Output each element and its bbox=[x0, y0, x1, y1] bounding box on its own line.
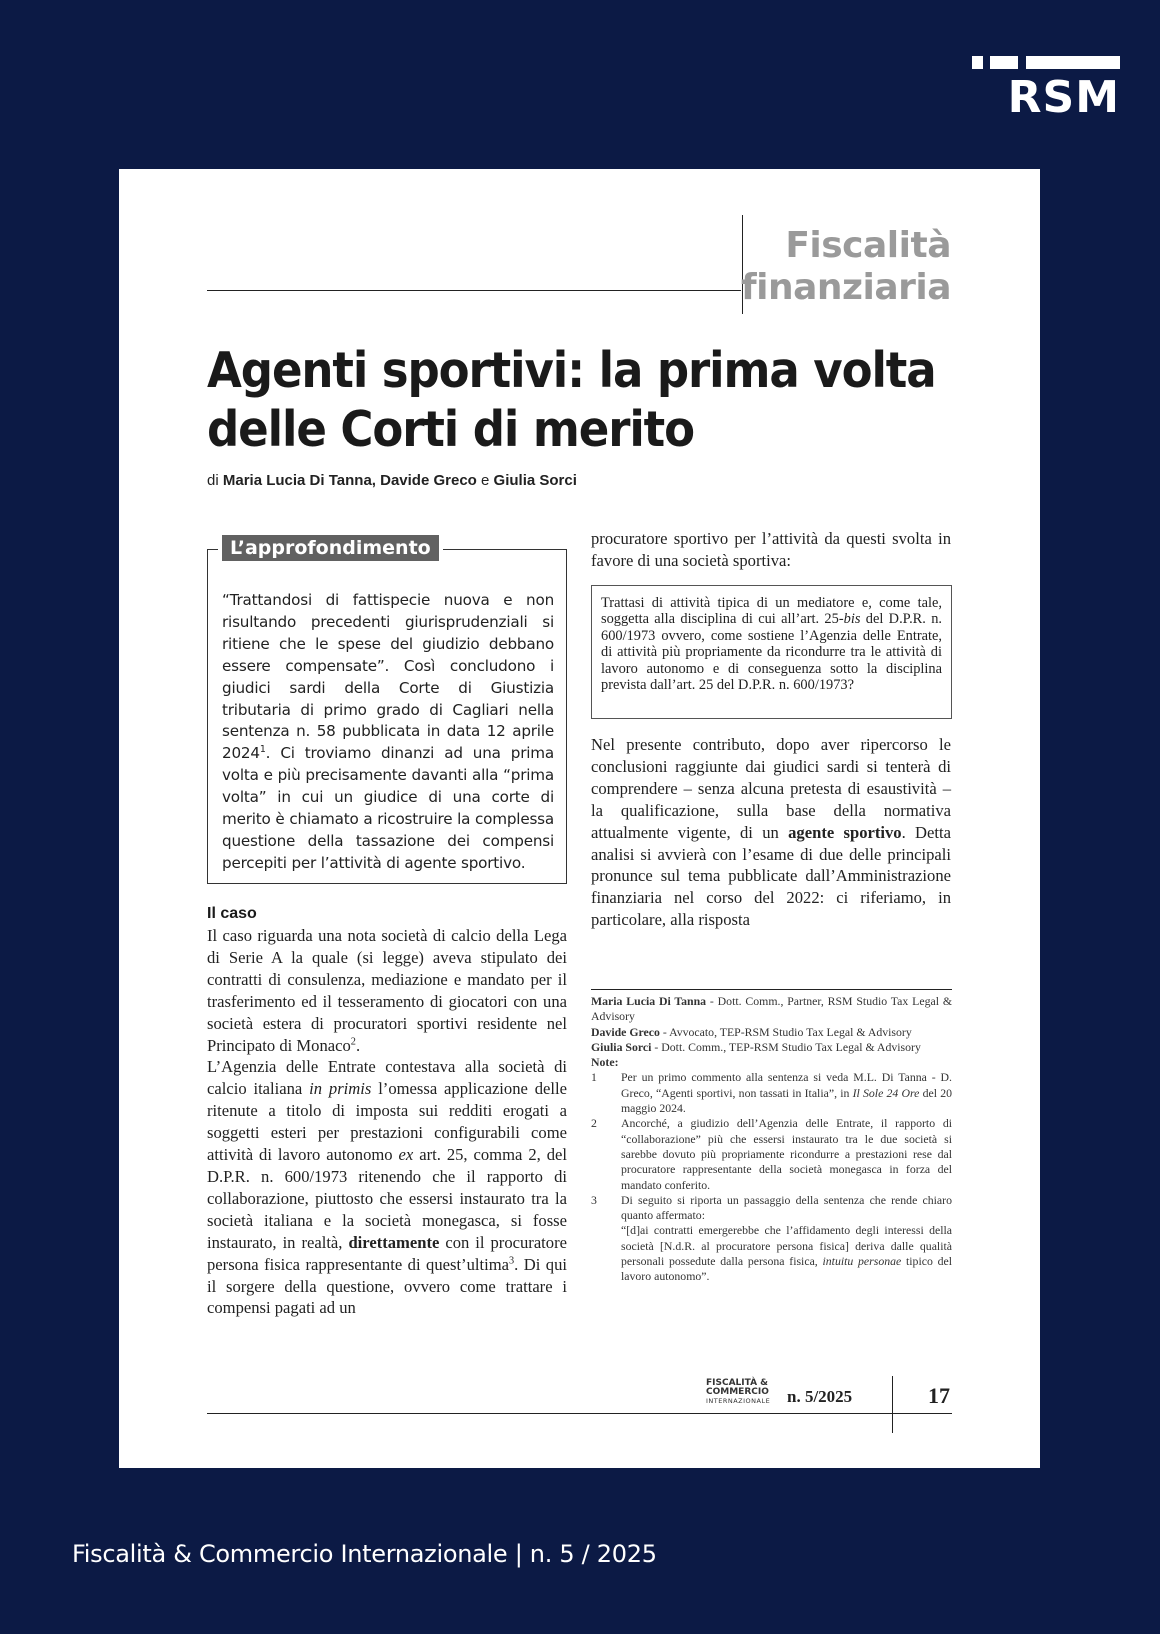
article-title bbox=[207, 341, 936, 459]
text: Nel presente contributo, dopo aver ripercorso le conclusioni raggiunte dai giudici sardi si tenterà di comprendere – senza alcuna pretesta di esaustività – la qualificazione, sulla base della normativa attualmente vigente, di un bbox=[591, 735, 951, 842]
rsm-logo bbox=[972, 56, 1120, 123]
italic-text: bis bbox=[843, 611, 861, 628]
author-credit-name: Giulia Sorci bbox=[591, 1039, 652, 1054]
approfondimento-box bbox=[207, 537, 567, 884]
byline-and: e bbox=[481, 472, 490, 489]
text: “[d]ai contratti emergerebbe che l’affidamento degli interessi della società [N.d.R. al procuratore persona fisica] deriva dalle qualità personali possedute dalla persona fisica, bbox=[621, 1223, 952, 1269]
author-credit-name: Maria Lucia Di Tanna bbox=[591, 994, 707, 1008]
footer-rule bbox=[207, 1413, 952, 1414]
paragraph bbox=[207, 1056, 567, 1319]
text: . Di qui il sorgere della questione, ovvero come trattare i compensi pagati ad un bbox=[207, 1254, 567, 1318]
byline bbox=[207, 472, 577, 489]
bottom-caption: Fiscalità & Commercio Internazionale | n. 5 / 2025 bbox=[72, 1540, 657, 1568]
author-credit-role: - Dott. Comm., Partner, RSM Studio Tax Legal & Advisory bbox=[591, 994, 952, 1024]
text: con il procuratore persona fisica rappresentante di quest’ultima bbox=[207, 1232, 567, 1274]
quote-box bbox=[591, 585, 952, 719]
text: Ancorché, a giudizio dell’Agenzia delle Entrate, il rapporto di “collaborazione” più che essersi instaurato tra le due società si sarebbe dovuto più propriamente ricondurre a prestazioni rese dal procuratore rappresentante della società monegasca in forza del mandato conferito. bbox=[621, 1116, 952, 1192]
footer-divider bbox=[892, 1376, 893, 1433]
article-title-line1: Agenti sportivi: la prima volta bbox=[207, 342, 936, 399]
footnote-ref[interactable]: 1 bbox=[259, 744, 266, 756]
box-label: L’approfondimento bbox=[222, 535, 439, 561]
footer-journal-logo bbox=[706, 1379, 770, 1406]
text: L’Agenzia delle Entrate contestava alla società di calcio italiana bbox=[207, 1057, 567, 1099]
section-title-line1: Fiscalità bbox=[785, 225, 951, 266]
logo-bar bbox=[972, 56, 983, 69]
byline-di: di bbox=[207, 472, 219, 489]
page-number: 17 bbox=[928, 1383, 950, 1408]
text: . bbox=[355, 1035, 361, 1055]
bold-text: agente sportivo bbox=[788, 822, 902, 842]
footnote-ref[interactable]: 2 bbox=[350, 1036, 356, 1047]
italic-text: in primis bbox=[309, 1079, 372, 1099]
section-heading-caso: Il caso bbox=[207, 905, 257, 922]
text: Per un primo commento alla sentenza si veda M.L. Di Tanna - D. Greco, “Agenti sportivi, non tassati in Italia”, in bbox=[621, 1070, 952, 1100]
footnote-1 bbox=[591, 1070, 952, 1116]
footer-brand-line: FISCALITÀ & bbox=[706, 1378, 769, 1388]
right-column-intro: procuratore sportivo per l’attività da questi svolta in favore di una società sportiva: bbox=[591, 529, 951, 570]
logo-text: RSM bbox=[1007, 72, 1120, 123]
footnote-rule bbox=[591, 989, 952, 990]
text: Di seguito si riporta un passaggio della sentenza che rende chiaro quanto affermato: bbox=[621, 1192, 952, 1223]
italic-text: intuitu personae bbox=[822, 1254, 902, 1269]
footnote-ref[interactable]: 3 bbox=[508, 1255, 515, 1267]
section-rule bbox=[207, 290, 741, 291]
text: tipico del lavoro autonomo”. bbox=[621, 1254, 952, 1284]
text: l’omessa applicazione delle ritenute a titolo di imposta sui redditi erogati a soggetti esteri per prestazioni configurabili come attività di lavoro autonomo bbox=[207, 1079, 567, 1165]
section-title-line2: finanziaria bbox=[740, 267, 951, 308]
section-title bbox=[741, 225, 951, 309]
text: Il caso riguarda una nota società di calcio della Lega di Serie A la quale (si legge) aveva stipulato dei contratti di consulenza, mediazione e mandato per il trasferimento ed il tesseramento di giocatori con una società estera di procuratori sportivi residente nel Principato di Monaco bbox=[207, 926, 567, 1055]
logo-bar bbox=[990, 56, 1018, 69]
italic-text: ex bbox=[398, 1145, 414, 1165]
text: del 20 maggio 2024. bbox=[621, 1085, 953, 1116]
footer-brand-line: COMMERCIO bbox=[706, 1387, 769, 1397]
logo-bar bbox=[1026, 56, 1120, 69]
author-credit-role: - Avvocato, TEP-RSM Studio Tax Legal & Advisory bbox=[659, 1024, 912, 1039]
text: del D.P.R. n. 600/1973 ovvero, come sostiene l’Agenzia delle Entrate, di attività più propriamente da ricondurre tra le attività di lavoro autonomo e di conseguenza sotto la disciplina prevista dall’art. 25 del D.P.R. n. 600/1973? bbox=[601, 611, 942, 694]
article-title-line2: delle Corti di merito bbox=[207, 401, 694, 458]
authors-and-notes bbox=[591, 994, 952, 1285]
author-credit bbox=[591, 1040, 952, 1055]
box-text bbox=[222, 590, 554, 875]
footnote-2 bbox=[591, 1116, 952, 1192]
text: Trattasi di attività tipica di un mediatore e, come tale, soggetta alla disciplina di cui all’art. 25- bbox=[601, 595, 942, 628]
magazine-page bbox=[119, 169, 1040, 1468]
footnote-number: 2 bbox=[591, 1116, 597, 1131]
footer-issue: n. 5/2025 bbox=[787, 1387, 853, 1406]
notes-label: Note: bbox=[591, 1055, 619, 1070]
author-name: Maria Lucia Di Tanna, bbox=[222, 472, 376, 489]
box-text-part: . Ci troviamo dinanzi ad una prima volta e più precisamente davanti alla “prima volta” in cui un giudice di una corte di merito è chiamato a ricostruire la complessa questione della tassazione dei compensi percepiti per l’attività di agente sportivo. bbox=[222, 744, 554, 872]
paragraph bbox=[207, 925, 567, 1056]
footnote-3 bbox=[591, 1193, 952, 1224]
author-credit-name: Davide Greco bbox=[591, 1024, 660, 1039]
author-credit bbox=[591, 1025, 952, 1040]
box-text-part: “Trattandosi di fattispecie nuova e non risultando precedenti giurisprudenziali si ritiene che le spese del giudizio debbano essere compensate”. Così concludono i giudici sardi della Corte di Giustizia tributaria di primo grado di Cagliari nella sentenza n. 58 pubblicata in data 12 aprile 2024 bbox=[222, 591, 554, 763]
right-column-body bbox=[591, 734, 951, 931]
footnote-3-quote bbox=[591, 1223, 952, 1284]
italic-text: Il Sole 24 Ore bbox=[852, 1085, 920, 1100]
text: art. 25, comma 2, del D.P.R. n. 600/1973 ritenendo che il rapporto di collaborazione, piuttosto che essersi instaurato tra la società italiana e la società monegasca, si fosse instaurato, in realtà, bbox=[207, 1145, 567, 1252]
bold-text: direttamente bbox=[348, 1232, 440, 1252]
author-credit bbox=[591, 994, 952, 1025]
author-name: Davide Greco bbox=[380, 472, 477, 489]
author-credit-role: - Dott. Comm., TEP-RSM Studio Tax Legal & Advisory bbox=[651, 1039, 921, 1054]
text: . Detta analisi si avvierà con l’esame di due delle principali pronunce sul tema pubblicate dall’Amministrazione finanziaria nel corso del 2022: ci riferiamo, in particolare, alla risposta bbox=[591, 822, 951, 930]
footnote-number: 3 bbox=[591, 1192, 597, 1207]
left-column-body bbox=[207, 925, 567, 1319]
footer-brand-line: INTERNAZIONALE bbox=[706, 1397, 771, 1405]
author-name: Giulia Sorci bbox=[493, 472, 577, 489]
footnote-number: 1 bbox=[591, 1070, 597, 1085]
